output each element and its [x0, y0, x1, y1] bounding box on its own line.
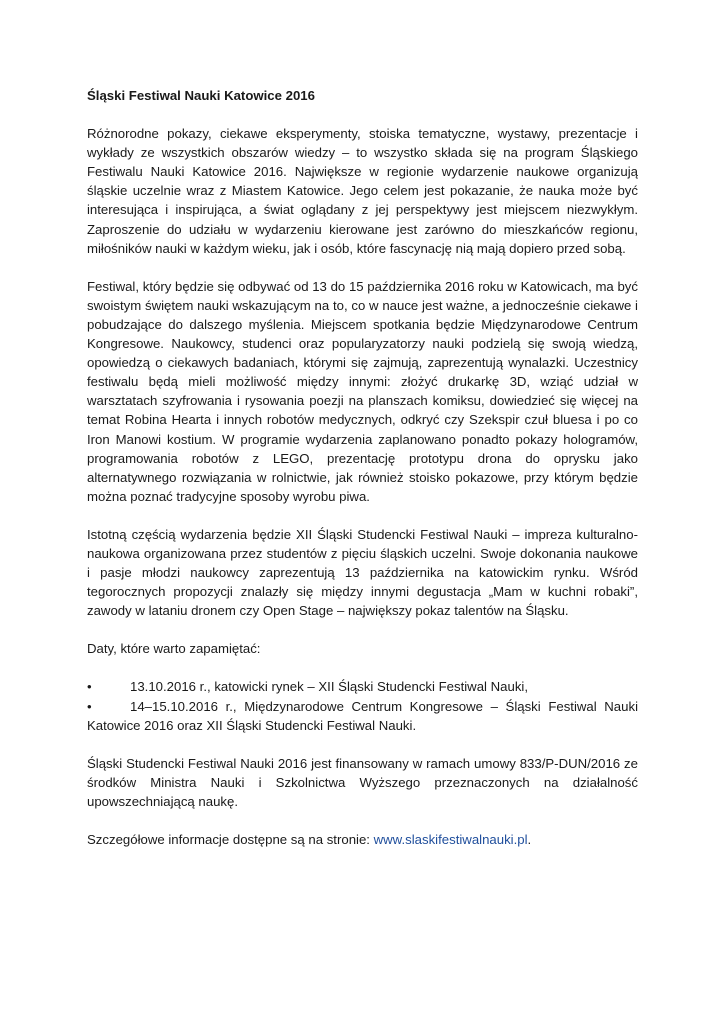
- date-item-text: 14–15.10.2016 r., Międzynarodowe Centrum Kongresowe – Śląski Festiwal Nauki Katowice 2016 oraz XII Śląski Studencki Festiwal Nauki.: [87, 698, 638, 733]
- paragraph-festival-details: Festiwal, który będzie się odbywać od 13 do 15 października 2016 roku w Katowicach, ma być swoistym świętem nauki wskazującym na to, co w nauce jest ważne, a jednocześnie ciekawe i pobudzające do dalszego myślenia. Miejscem spotkania będzie Międzynarodowe Centrum Kongresowe. Naukowcy, studenci oraz popularyzatorzy nauki podzielą się swoją wiedzą, opowiedzą o ciekawych badaniach, którymi się zajmują, zaprezentują wynalazki. Uczestnicy festiwalu będą mieli możliwość między innymi: złożyć drukarkę 3D, wziąć udział w warsztatach szyfrowania i rysowania poezji na planszach komiksu, dowiedzieć się więcej na temat Robina Hearta i innych robotów medycznych, odkryć czy Szekspir czuł bluesa i po co Iron Manowi kostium. W programie wydarzenia zaplanowano ponadto pokazy hologramów, programowania robotów z LEGO, prezentację prototypu drona do oprysku jako alternatywnego rozwiązania w rolnictwie, jak również stoisko pokazowe, przy którym będzie można poznać tradycyjne sposoby wyrobu piwa.: [87, 278, 638, 504]
- paragraph-funding: Śląski Studencki Festiwal Nauki 2016 jest finansowany w ramach umowy 833/P-DUN/2016 ze środków Ministra Nauki i Szkolnictwa Wyższego przeznaczonych na działalność upowszechniającą naukę.: [87, 755, 638, 809]
- info-suffix: .: [527, 832, 532, 847]
- paragraph-student-festival: Istotną częścią wydarzenia będzie XII Śląski Studencki Festiwal Nauki – impreza kulturalno-naukowa organizowana przez studentów z pięciu śląskich uczelni. Swoje dokonania naukowe i pasje młodzi naukowcy zaprezentują 13 października na katowickim rynku. Wśród tegorocznych propozycji znalazły się między innymi degustacja „Mam w kuchni robaki”, zawody w lataniu dronem czy Open Stage – największy pokaz talentów na Śląsku.: [87, 526, 638, 619]
- list-item: [87, 697, 638, 735]
- bullet-icon: •: [87, 679, 92, 695]
- dates-list: [87, 677, 638, 734]
- info-text: Szczegółowe informacje dostępne są na stronie:: [87, 832, 374, 847]
- document-title: Śląski Festiwal Nauki Katowice 2016: [87, 88, 315, 103]
- paragraph-info: [87, 830, 638, 849]
- list-item: [87, 677, 638, 696]
- paragraph-intro: Różnorodne pokazy, ciekawe eksperymenty, stoiska tematyczne, wystawy, prezentacje i wykłady ze wszystkich obszarów wiedzy – to wszystko składa się na program Śląskiego Festiwalu Nauki Katowice 2016. Największe w regionie wydarzenie naukowe organizują śląskie uczelnie wraz z Miastem Katowice. Jego celem jest pokazanie, że nauka może być interesująca i inspirująca, a świat oglądany z jej perspektywy jest miejscem niezwykłym. Zaproszenie do udziału w wydarzeniu kierowane jest zarówno do mieszkańców regionu, miłośników nauki w każdym wieku, jak i osób, które fascynację nią mają dopiero przed sobą.: [87, 126, 638, 256]
- bullet-icon: •: [87, 698, 92, 714]
- document-page: [87, 86, 638, 868]
- date-item-text: 13.10.2016 r., katowicki rynek – XII Śląski Studencki Festiwal Nauki,: [130, 679, 529, 695]
- dates-heading: Daty, które warto zapamiętać:: [87, 641, 261, 657]
- website-link[interactable]: www.slaskifestiwalnauki.pl: [373, 832, 528, 847]
